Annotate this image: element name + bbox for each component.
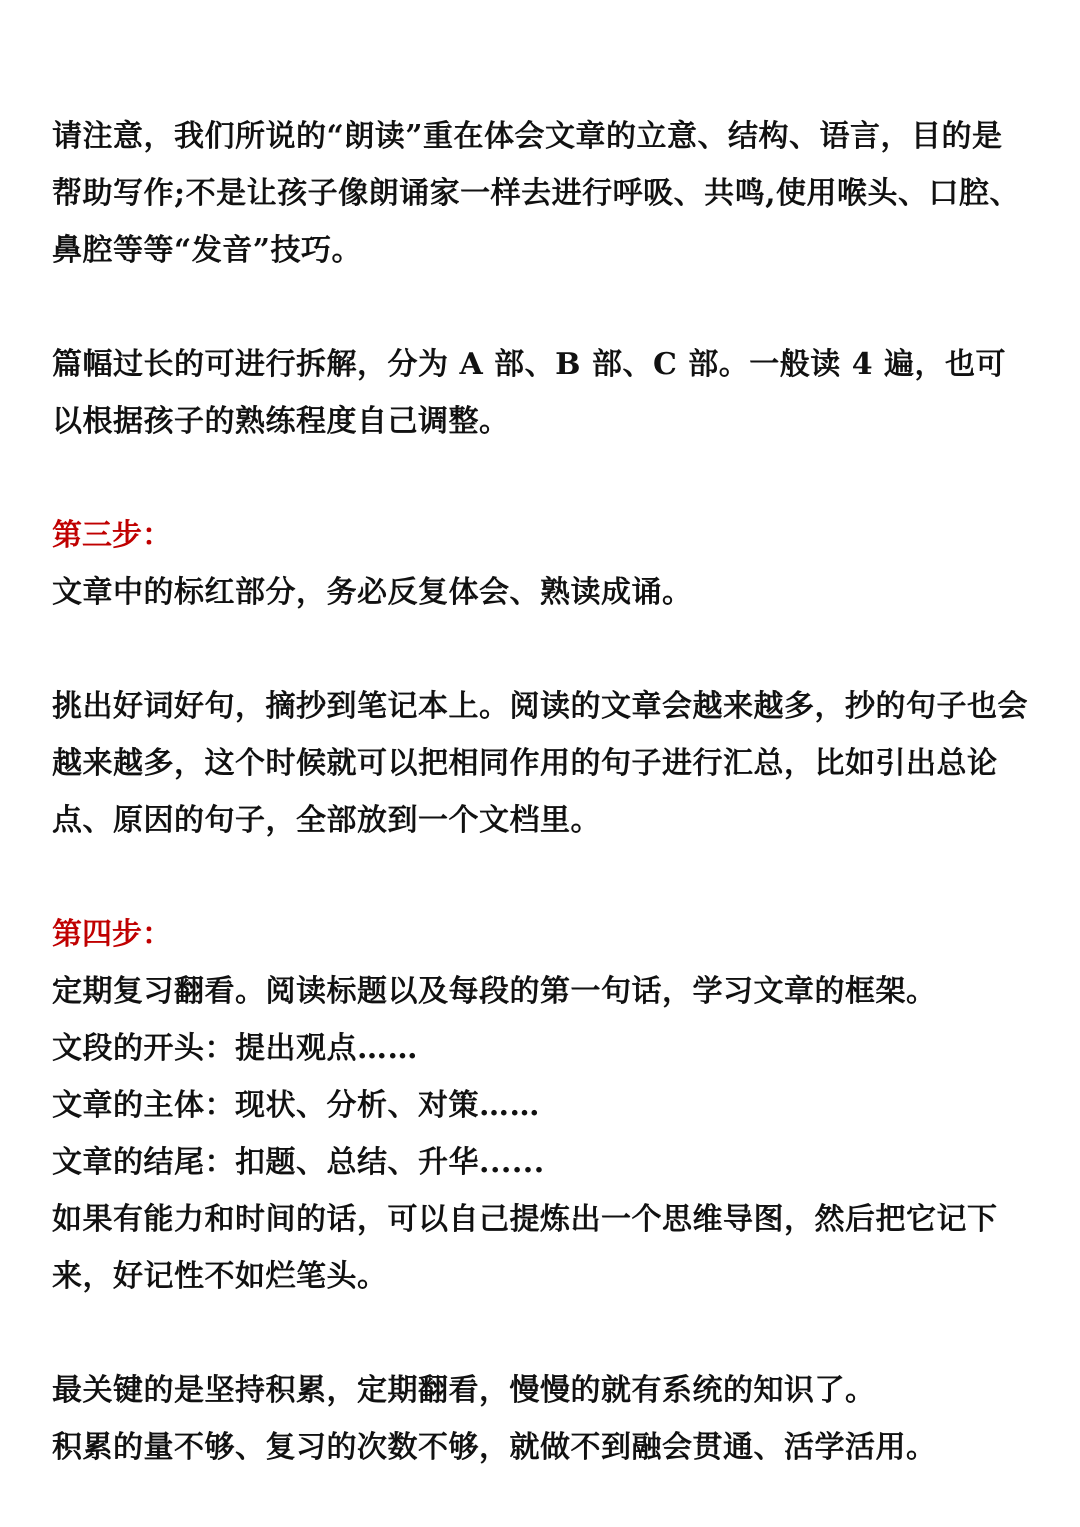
step-three-heading: 第三步：	[52, 518, 172, 553]
paragraph-ending: 文章的结尾：扣题、总结、升华......	[52, 1145, 545, 1180]
paragraph-split-article: 篇幅过长的可进行拆解，分为 A 部、B 部、C 部。一般读 4 遍，也可以根据孩子的熟练程度自己调整。	[52, 347, 1007, 439]
document-body	[52, 108, 1032, 1476]
paragraph-reading-note: 请注意，我们所说的“朗读”重在体会文章的立意、结构、语言，目的是帮助写作;不是让孩子像朗诵家一样去进行呼吸、共鸣,使用喉头、口腔、鼻腔等等“发音”技巧。	[52, 119, 1021, 268]
spacer	[52, 849, 1032, 906]
paragraph-main-body: 文章的主体：现状、分析、对策……	[52, 1088, 540, 1123]
step-four-heading: 第四步：	[52, 917, 172, 952]
spacer	[52, 450, 1032, 507]
paragraph-review: 定期复习翻看。阅读标题以及每段的第一句话，学习文章的框架。	[52, 974, 937, 1009]
paragraph-opening: 文段的开头：提出观点……	[52, 1031, 418, 1066]
paragraph-conclusion: 积累的量不够、复习的次数不够，就做不到融会贯通、活学活用。	[52, 1430, 937, 1465]
paragraph-copy-sentences: 挑出好词好句，摘抄到笔记本上。阅读的文章会越来越多，抄的句子也会越来越多，这个时候就可以把相同作用的句子进行汇总，比如引出总论点、原因的句子，全部放到一个文档里。	[52, 689, 1028, 838]
paragraph-key-point: 最关键的是坚持积累，定期翻看，慢慢的就有系统的知识了。	[52, 1373, 876, 1408]
spacer	[52, 279, 1032, 336]
spacer	[52, 621, 1032, 678]
paragraph-mind-map: 如果有能力和时间的话，可以自己提炼出一个思维导图，然后把它记下来，好记性不如烂笔头。	[52, 1202, 998, 1294]
spacer	[52, 1305, 1032, 1362]
paragraph-red-parts: 文章中的标红部分，务必反复体会、熟读成诵。	[52, 575, 693, 610]
